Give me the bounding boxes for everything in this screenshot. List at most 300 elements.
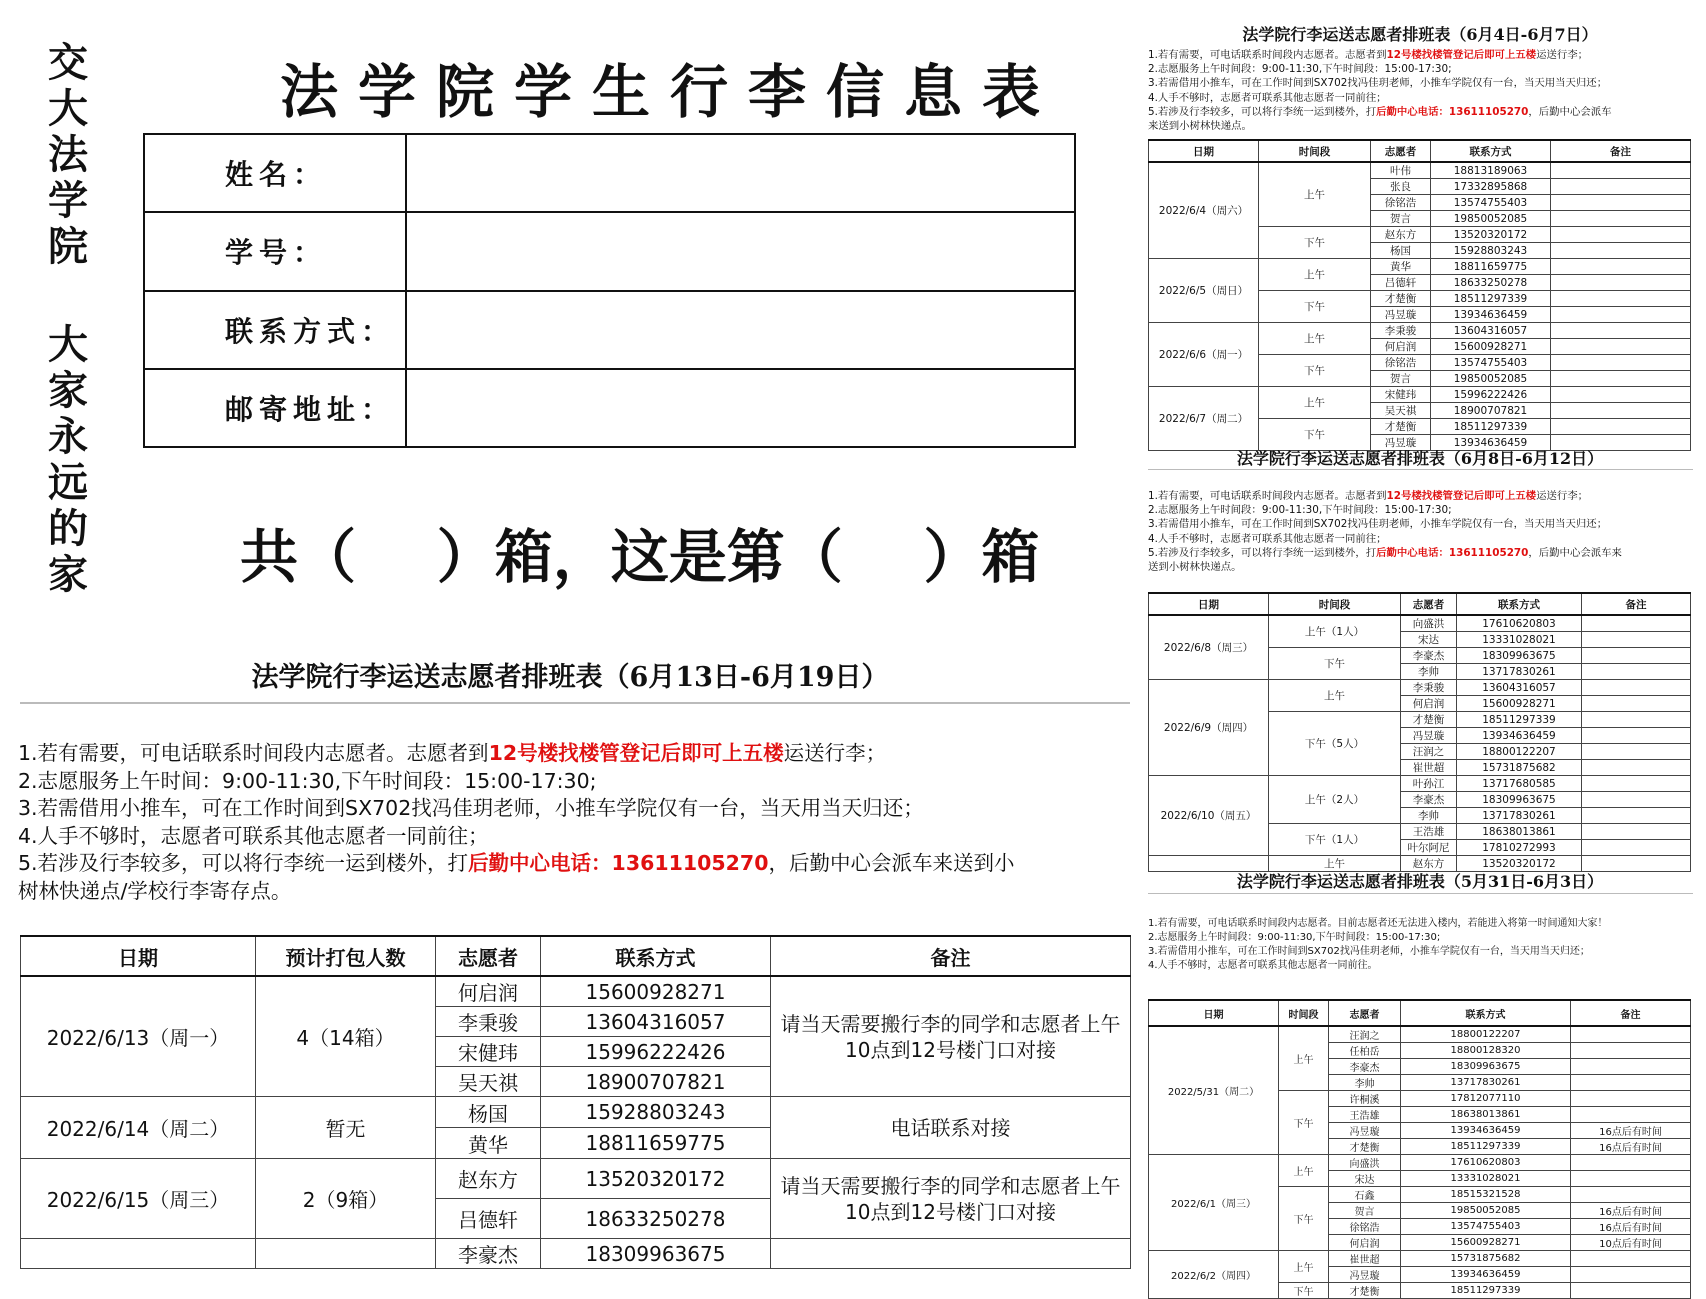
note-text: ，后勤中心会派车 [1528, 105, 1612, 118]
date-cell: 2022/6/1（周三） [1149, 1155, 1279, 1251]
volunteer-name: 赵东方 [1401, 856, 1457, 872]
volunteer-phone: 17332895868 [1431, 179, 1551, 195]
volunteer-name: 冯昱璇 [1371, 307, 1431, 323]
volunteer-phone: 17810272993 [1457, 840, 1582, 856]
side-text-school [48, 40, 88, 270]
note-text: 3.若需借用小推车，可在工作时间到SX702找冯佳玥老师，小推车学院仅有一台，当天用当天归还； [1148, 946, 1590, 957]
volunteer-phone: 13574755403 [1431, 355, 1551, 371]
volunteer-phone: 13574755403 [1401, 1219, 1571, 1235]
note-line [1148, 62, 1693, 76]
form-label: 联系方式： [144, 291, 406, 369]
volunteer-phone: 18511297339 [1401, 1283, 1571, 1299]
remark-cell [1551, 211, 1691, 227]
table-row [1149, 776, 1691, 792]
slot-cell: 上午 [1259, 259, 1371, 291]
remark-cell [1582, 744, 1691, 760]
volunteer-phone: 13331028021 [1457, 632, 1582, 648]
note-text: 5.若涉及行李较多，可以将行李统一运到楼外，打 [1148, 546, 1377, 559]
volunteer-phone: 13934636459 [1431, 307, 1551, 323]
form-value-field[interactable] [406, 212, 1075, 290]
side-char: 的 [48, 505, 88, 552]
remark-cell [1551, 339, 1691, 355]
remark-cell [1571, 1251, 1691, 1267]
slot-cell: 上午 [1279, 1155, 1329, 1187]
volunteer-name: 杨国 [1371, 243, 1431, 259]
volunteer-phone: 13604316057 [1431, 323, 1551, 339]
volunteer-phone: 13520320172 [541, 1159, 771, 1199]
volunteer-phone: 15731875682 [1401, 1251, 1571, 1267]
remark-cell [1551, 323, 1691, 339]
note-line [1148, 517, 1693, 531]
slot-cell: 上午（1人） [1269, 615, 1401, 648]
note-line [18, 795, 1128, 823]
note-line [1148, 931, 1693, 945]
table-row [1149, 1251, 1691, 1267]
note-line [1148, 945, 1693, 959]
note-line [1148, 91, 1693, 105]
volunteer-name: 黄华 [1371, 259, 1431, 275]
volunteer-name: 王浩雄 [1401, 824, 1457, 840]
volunteer-phone: 13717830261 [1401, 1075, 1571, 1091]
volunteer-phone: 18309963675 [1457, 792, 1582, 808]
remark-cell [1582, 664, 1691, 680]
main-schedule-table [20, 935, 1131, 1269]
column-header: 备注 [1571, 1000, 1691, 1026]
form-value-field[interactable] [406, 369, 1075, 447]
volunteer-phone: 17610620803 [1401, 1155, 1571, 1171]
note-line [1148, 105, 1693, 119]
note-line [1148, 489, 1693, 503]
remark-cell [1571, 1075, 1691, 1091]
volunteer-name: 宋健玮 [436, 1037, 541, 1067]
volunteer-phone: 15600928271 [1431, 339, 1551, 355]
volunteer-name: 崔世超 [1329, 1251, 1401, 1267]
remark-cell [1571, 1059, 1691, 1075]
volunteer-name: 才楚衡 [1401, 712, 1457, 728]
volunteer-name: 冯昱璇 [1329, 1267, 1401, 1283]
slot-cell: 上午 [1259, 387, 1371, 419]
volunteer-name: 张良 [1371, 179, 1431, 195]
note-text: 5.若涉及行李较多，可以将行李统一运到楼外，打 [1148, 105, 1377, 118]
volunteer-phone: 13604316057 [541, 1007, 771, 1037]
column-header: 志愿者 [1401, 593, 1457, 615]
slot-cell: 下午 [1269, 648, 1401, 680]
s1-schedule-table [1148, 139, 1691, 451]
highlight-text: 12号楼找楼管登记后即可上五楼 [488, 741, 784, 765]
remark-cell [1582, 615, 1691, 632]
count-cell: 4（14箱） [256, 976, 436, 1097]
remark-cell [1582, 712, 1691, 728]
volunteer-phone: 18309963675 [541, 1239, 771, 1269]
slot-cell: 下午 [1279, 1187, 1329, 1251]
slot-cell: 下午 [1259, 291, 1371, 323]
table-row [1149, 615, 1691, 632]
remark-cell [1571, 1026, 1691, 1043]
volunteer-name: 任柏岳 [1329, 1043, 1401, 1059]
date-cell: 2022/6/6（周一） [1149, 323, 1259, 387]
volunteer-name: 李豪杰 [1401, 792, 1457, 808]
s2-schedule-table [1148, 592, 1691, 872]
note-line [1148, 532, 1693, 546]
date-cell: 2022/6/7（周二） [1149, 387, 1259, 451]
volunteer-phone: 18811659775 [1431, 259, 1551, 275]
count-cell: 2（9箱） [256, 1159, 436, 1239]
remark-cell [1551, 162, 1691, 179]
form-row [144, 369, 1075, 447]
note-text: 4.人手不够时，志愿者可联系其他志愿者一同前往； [18, 823, 489, 848]
s3-schedule-table [1148, 999, 1691, 1299]
volunteer-phone: 15928803243 [541, 1097, 771, 1128]
highlight-text: 12号楼找楼管登记后即可上五楼 [1386, 490, 1537, 502]
note-line [18, 878, 1128, 906]
remark-cell [1571, 1171, 1691, 1187]
volunteer-name: 冯昱璇 [1371, 435, 1431, 451]
s3-clip [1148, 999, 1690, 1298]
column-header: 志愿者 [1329, 1000, 1401, 1026]
volunteer-name: 徐铭浩 [1371, 355, 1431, 371]
column-header: 时间段 [1269, 593, 1401, 615]
side-text-home [48, 322, 88, 598]
note-line [1148, 560, 1693, 574]
date-cell: 2022/6/5（周日） [1149, 259, 1259, 323]
column-header: 联系方式 [1457, 593, 1582, 615]
column-header: 联系方式 [541, 936, 771, 976]
date-cell: 2022/5/31（周二） [1149, 1026, 1279, 1155]
volunteer-phone: 18511297339 [1457, 712, 1582, 728]
volunteer-name: 何启润 [1329, 1235, 1401, 1251]
remark-cell [1551, 243, 1691, 259]
date-cell [21, 1239, 256, 1269]
note-text: ，后勤中心会派车来送到小 [768, 851, 1015, 875]
slot-cell: 下午 [1279, 1283, 1329, 1299]
note-line [18, 768, 1128, 796]
volunteer-name: 李秉骏 [1371, 323, 1431, 339]
side-char: 远 [48, 459, 88, 506]
date-cell: 2022/6/14（周二） [21, 1097, 256, 1159]
table-row [1149, 259, 1691, 275]
note-line [18, 850, 1128, 878]
volunteer-phone: 15731875682 [1457, 760, 1582, 776]
slot-cell: 下午 [1259, 355, 1371, 387]
remark-cell [1551, 355, 1691, 371]
table-row [21, 976, 1131, 1007]
slot-cell: 上午 [1259, 162, 1371, 227]
remark-cell [1571, 1043, 1691, 1059]
table-row [1149, 1155, 1691, 1171]
note-text: 3.若需借用小推车，可在工作时间到SX702找冯佳玥老师，小推车学院仅有一台，当天用当天归还； [1148, 77, 1608, 90]
note-text: 2.志愿服务上午时间段：9:00-11:30,下午时间段：15:00-17:30; [1148, 63, 1452, 76]
volunteer-name: 宋健玮 [1371, 387, 1431, 403]
remark-cell [1582, 824, 1691, 840]
header-row [1149, 1000, 1691, 1026]
volunteer-name: 才楚衡 [1329, 1283, 1401, 1299]
slot-cell: 上午 [1269, 856, 1401, 872]
volunteer-phone: 17812077110 [1401, 1091, 1571, 1107]
highlight-text: 后勤中心电话：13611105270 [1376, 105, 1529, 118]
volunteer-name: 向盛洪 [1401, 615, 1457, 632]
header-row [21, 936, 1131, 976]
remark-cell: 16点后有时间 [1571, 1123, 1691, 1139]
volunteer-name: 崔世超 [1401, 760, 1457, 776]
note-text: 树林快递点/学校行李寄存点。 [18, 878, 292, 903]
slot-cell: 上午 [1259, 323, 1371, 355]
column-header: 联系方式 [1431, 140, 1551, 162]
column-header: 时间段 [1279, 1000, 1329, 1026]
s1-title: 法学院行李运送志愿者排班表（6月4日-6月7日） [1242, 25, 1598, 44]
volunteer-phone: 13717830261 [1457, 664, 1582, 680]
remark-cell [1571, 1283, 1691, 1299]
volunteer-phone: 18633250278 [541, 1199, 771, 1239]
remark-cell [1551, 227, 1691, 243]
column-header: 日期 [1149, 140, 1259, 162]
side-char: 大 [48, 85, 88, 132]
volunteer-phone: 13934636459 [1457, 728, 1582, 744]
remark-cell [1582, 648, 1691, 664]
s1-notes [1148, 48, 1693, 133]
volunteer-name: 才楚衡 [1371, 419, 1431, 435]
note-text: 运送行李； [1536, 49, 1589, 61]
form-value-field[interactable] [406, 291, 1075, 369]
highlight-text: 12号楼找楼管登记后即可上五楼 [1386, 49, 1537, 61]
volunteer-phone: 18811659775 [541, 1128, 771, 1159]
slot-cell: 下午（1人） [1269, 824, 1401, 856]
column-header: 志愿者 [1371, 140, 1431, 162]
s2-clip [1148, 592, 1690, 870]
volunteer-phone: 18511297339 [1401, 1139, 1571, 1155]
volunteer-name: 何启润 [436, 976, 541, 1007]
remark-cell [1571, 1267, 1691, 1283]
remark-cell [1582, 792, 1691, 808]
note-text: 5.若涉及行李较多，可以将行李统一运到楼外，打 [18, 851, 469, 875]
remark-cell [1551, 387, 1691, 403]
volunteer-name: 贺言 [1329, 1203, 1401, 1219]
note-text: 1.若有需要，可电话联系时间段内志愿者。目前志愿者还无法进入楼内，若能进入将第一时间通知大家！ [1148, 918, 1608, 929]
volunteer-phone: 18511297339 [1431, 291, 1551, 307]
volunteer-name: 李秉骏 [436, 1007, 541, 1037]
remark-cell [1582, 840, 1691, 856]
table-row [1149, 162, 1691, 179]
note-text: 1.若有需要，可电话联系时间段内志愿者。志愿者到 [18, 741, 489, 765]
date-cell: 2022/6/13（周一） [21, 976, 256, 1097]
note-line [1148, 119, 1693, 133]
table-row [1149, 323, 1691, 339]
count-cell: 暂无 [256, 1097, 436, 1159]
volunteer-phone: 18638013861 [1401, 1107, 1571, 1123]
card-title: 法学院学生行李信息表 [279, 58, 1060, 126]
s1-clip [1148, 139, 1690, 449]
volunteer-phone: 13934636459 [1431, 435, 1551, 451]
side-char: 家 [48, 367, 88, 414]
main-schedule-title: 法学院行李运送志愿者排班表（6月13日-6月19日） [251, 662, 889, 693]
volunteer-phone: 18309963675 [1401, 1059, 1571, 1075]
highlight-text: 后勤中心电话：13611105270 [468, 851, 769, 875]
remark-cell [1582, 776, 1691, 792]
volunteer-name: 李帅 [1401, 664, 1457, 680]
volunteer-phone: 18638013861 [1457, 824, 1582, 840]
header-row [1149, 140, 1691, 162]
volunteer-name: 徐铭浩 [1371, 195, 1431, 211]
volunteer-phone: 18813189063 [1431, 162, 1551, 179]
volunteer-phone: 15600928271 [541, 976, 771, 1007]
note-text: 4.人手不够时，志愿者可联系其他志愿者一同前往； [1148, 91, 1387, 104]
volunteer-name: 贺言 [1371, 211, 1431, 227]
remark-cell [1582, 696, 1691, 712]
column-header: 日期 [1149, 593, 1269, 615]
table-row [1149, 1026, 1691, 1043]
remark-cell: 10点后有时间 [1571, 1235, 1691, 1251]
side-char: 院 [48, 223, 88, 270]
volunteer-phone: 18511297339 [1431, 419, 1551, 435]
remark-cell: 请当天需要搬行李的同学和志愿者上午10点到12号楼门口对接 [771, 976, 1131, 1097]
remark-cell [1571, 1155, 1691, 1171]
volunteer-phone: 19850052085 [1401, 1203, 1571, 1219]
note-text: 2.志愿服务上午时间段：9:00-11:30,下午时间段：15:00-17:30; [1148, 504, 1452, 517]
slot-cell: 下午 [1259, 419, 1371, 451]
box-count-line: 共（ ）箱，这是第（ ）箱 [240, 523, 1040, 591]
s3-notes [1148, 917, 1693, 973]
volunteer-phone: 13520320172 [1457, 856, 1582, 872]
column-header: 备注 [1582, 593, 1691, 615]
volunteer-phone: 15600928271 [1457, 696, 1582, 712]
volunteer-name: 徐铭浩 [1329, 1219, 1401, 1235]
note-line [1148, 76, 1693, 90]
main-schedule-clip [20, 935, 1130, 1267]
volunteer-phone: 13717830261 [1457, 808, 1582, 824]
volunteer-phone: 18800128320 [1401, 1043, 1571, 1059]
volunteer-phone: 13934636459 [1401, 1123, 1571, 1139]
date-cell: 2022/6/2（周四） [1149, 1251, 1279, 1299]
volunteer-phone: 15928803243 [1431, 243, 1551, 259]
volunteer-name: 赵东方 [1371, 227, 1431, 243]
date-cell: 2022/6/8（周三） [1149, 615, 1269, 680]
table-row [1149, 387, 1691, 403]
remark-cell: 请当天需要搬行李的同学和志愿者上午10点到12号楼门口对接 [771, 1159, 1131, 1239]
remark-cell [1582, 728, 1691, 744]
volunteer-name: 吕德轩 [1371, 275, 1431, 291]
column-header: 志愿者 [436, 936, 541, 976]
volunteer-phone: 13331028021 [1401, 1171, 1571, 1187]
remark-cell: 16点后有时间 [1571, 1139, 1691, 1155]
volunteer-phone: 15996222426 [1431, 387, 1551, 403]
volunteer-phone: 13717680585 [1457, 776, 1582, 792]
volunteer-name: 李豪杰 [1329, 1059, 1401, 1075]
form-value-field[interactable] [406, 134, 1075, 212]
note-text: 送到小树林快递点。 [1148, 561, 1242, 574]
volunteer-name: 王浩雄 [1329, 1107, 1401, 1123]
volunteer-name: 李帅 [1329, 1075, 1401, 1091]
form-row [144, 212, 1075, 290]
volunteer-phone: 18309963675 [1457, 648, 1582, 664]
volunteer-name: 叶孙江 [1401, 776, 1457, 792]
note-text: ，后勤中心会派车来 [1528, 546, 1622, 559]
volunteer-name: 吴天祺 [436, 1067, 541, 1097]
remark-cell [1551, 259, 1691, 275]
volunteer-name: 赵东方 [436, 1159, 541, 1199]
note-text: 1.若有需要，可电话联系时间段内志愿者。志愿者到 [1148, 49, 1387, 61]
remark-cell [1551, 419, 1691, 435]
remark-cell: 16点后有时间 [1571, 1219, 1691, 1235]
volunteer-phone: 18900707821 [1431, 403, 1551, 419]
column-header: 备注 [771, 936, 1131, 976]
date-cell: 2022/6/10（周五） [1149, 776, 1269, 856]
column-header: 联系方式 [1401, 1000, 1571, 1026]
table-row [1149, 680, 1691, 696]
form-row [144, 134, 1075, 212]
note-text: 来送到小树林快递点。 [1148, 120, 1252, 133]
note-line [1148, 546, 1693, 560]
remark-cell [1551, 403, 1691, 419]
slot-cell: 下午（5人） [1269, 712, 1401, 776]
s2-notes [1148, 489, 1693, 574]
note-text: 1.若有需要，可电话联系时间段内志愿者。志愿者到 [1148, 490, 1387, 502]
volunteer-phone: 18800122207 [1401, 1026, 1571, 1043]
column-header: 日期 [1149, 1000, 1279, 1026]
column-header: 预计打包人数 [256, 936, 436, 976]
volunteer-name: 吴天祺 [1371, 403, 1431, 419]
table-row [21, 1159, 1131, 1199]
volunteer-name: 许桐溪 [1329, 1091, 1401, 1107]
volunteer-name: 冯昱璇 [1401, 728, 1457, 744]
date-cell: 2022/6/9（周四） [1149, 680, 1269, 776]
note-text: 2.志愿服务上午时间：9:00-11:30,下午时间段：15:00-17:30; [18, 768, 597, 793]
volunteer-name: 宋达 [1401, 632, 1457, 648]
note-line [18, 740, 1128, 768]
slot-cell: 上午 [1269, 680, 1401, 712]
form-label: 邮寄地址： [144, 369, 406, 447]
volunteer-name: 何启润 [1371, 339, 1431, 355]
remark-cell [1551, 291, 1691, 307]
side-char: 永 [48, 413, 88, 460]
remark-cell [1582, 808, 1691, 824]
remark-cell [1551, 275, 1691, 291]
volunteer-phone: 18633250278 [1431, 275, 1551, 291]
side-char: 法 [48, 131, 88, 178]
volunteer-phone: 13520320172 [1431, 227, 1551, 243]
volunteer-name: 贺言 [1371, 371, 1431, 387]
volunteer-name: 石鑫 [1329, 1187, 1401, 1203]
volunteer-name: 冯昱璇 [1329, 1123, 1401, 1139]
remark-cell [1571, 1091, 1691, 1107]
volunteer-name: 叶尔阿尼 [1401, 840, 1457, 856]
volunteer-name: 汪润之 [1329, 1026, 1401, 1043]
count-cell [256, 1239, 436, 1269]
header-row [1149, 593, 1691, 615]
volunteer-name: 宋达 [1329, 1171, 1401, 1187]
remark-cell [1551, 371, 1691, 387]
volunteer-phone: 18515321528 [1401, 1187, 1571, 1203]
remark-cell [1582, 632, 1691, 648]
volunteer-phone: 19850052085 [1431, 211, 1551, 227]
main-notes [18, 740, 1128, 905]
volunteer-phone: 15996222426 [541, 1037, 771, 1067]
note-text: 运送行李； [1536, 490, 1589, 502]
volunteer-phone: 13604316057 [1457, 680, 1582, 696]
volunteer-phone: 15600928271 [1401, 1235, 1571, 1251]
slot-cell: 上午 [1279, 1026, 1329, 1091]
volunteer-name: 向盛洪 [1329, 1155, 1401, 1171]
volunteer-name: 李帅 [1401, 808, 1457, 824]
volunteer-name: 李豪杰 [436, 1239, 541, 1269]
note-line [1148, 503, 1693, 517]
volunteer-name: 李秉骏 [1401, 680, 1457, 696]
remark-cell [1582, 680, 1691, 696]
volunteer-phone: 13934636459 [1401, 1267, 1571, 1283]
volunteer-name: 李豪杰 [1401, 648, 1457, 664]
table-row [21, 1097, 1131, 1128]
volunteer-phone: 19850052085 [1431, 371, 1551, 387]
volunteer-name: 汪润之 [1401, 744, 1457, 760]
slot-cell: 上午（2人） [1269, 776, 1401, 824]
